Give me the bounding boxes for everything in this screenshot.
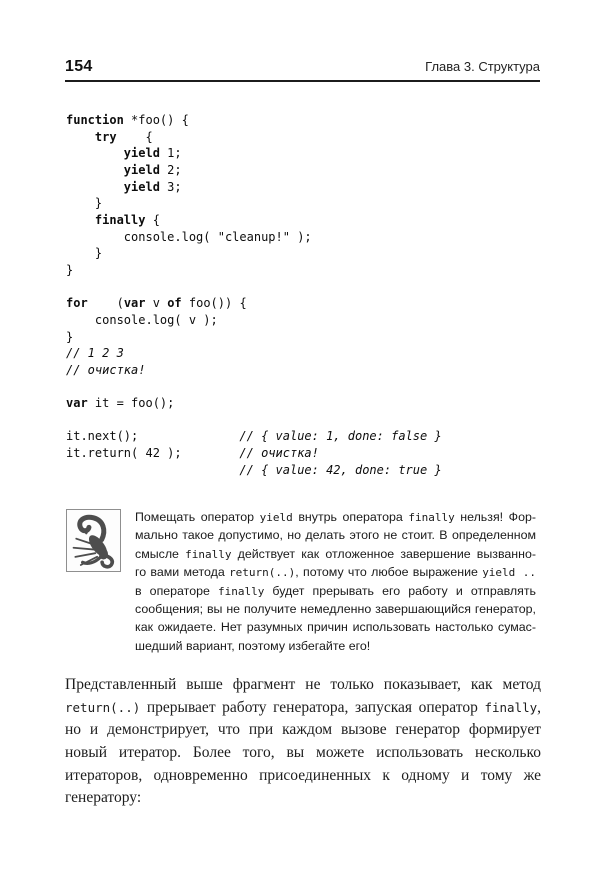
text-segment xyxy=(66,213,95,227)
text-line xyxy=(135,600,536,618)
text-segment: действует как отложенное завершение вызванно- xyxy=(231,546,536,561)
text-line xyxy=(135,526,536,544)
text-segment: v xyxy=(145,296,168,311)
inline-code: finally xyxy=(408,511,455,524)
code-comment: // { value: 1, done: false } xyxy=(239,429,442,444)
code-keyword: finally xyxy=(94,212,146,227)
text-line xyxy=(135,637,536,655)
text-segment: , xyxy=(537,698,541,716)
text-segment xyxy=(66,163,124,177)
text-segment: } xyxy=(66,262,74,277)
text-segment: смысле xyxy=(135,546,186,561)
text-line xyxy=(135,508,536,526)
text-segment: { xyxy=(145,212,160,227)
code-block xyxy=(66,112,442,478)
text-line xyxy=(65,674,541,697)
text-line xyxy=(66,462,442,479)
text-segment: Представленный выше фрагмент не только показывает, как метод xyxy=(65,676,541,693)
text-line xyxy=(65,765,541,788)
text-segment: console.log( "cleanup!" ); xyxy=(66,229,312,244)
code-comment: // очистка! xyxy=(239,446,319,461)
text-segment: { xyxy=(116,129,153,144)
code-keyword: function xyxy=(66,113,124,127)
text-line xyxy=(66,245,442,262)
text-segment: it = foo(); xyxy=(87,396,175,411)
text-line xyxy=(66,129,442,146)
text-segment: } xyxy=(66,246,103,261)
code-keyword: yield xyxy=(123,179,160,194)
inline-code: yield xyxy=(259,511,293,524)
text-line xyxy=(66,395,442,412)
text-line xyxy=(65,697,541,720)
code-keyword: yield xyxy=(123,146,160,161)
text-segment xyxy=(66,463,239,477)
inline-code: finally xyxy=(484,699,538,715)
text-line xyxy=(66,229,442,246)
warning-note xyxy=(66,506,540,656)
body-paragraph xyxy=(65,674,541,810)
text-segment: внутрь оператора xyxy=(292,510,409,524)
text-line xyxy=(66,428,442,445)
text-line xyxy=(135,545,536,563)
header-rule xyxy=(65,80,540,82)
text-segment: прерывает работу генератора, запуская оператор xyxy=(140,698,485,716)
text-line xyxy=(66,262,442,279)
text-segment xyxy=(66,146,124,160)
text-segment: it.return( 42 ); xyxy=(66,446,240,461)
text-line xyxy=(66,329,442,346)
page-number: 154 xyxy=(65,58,93,75)
inline-code: yield .. xyxy=(482,566,537,580)
text-segment: нельзя! Фор- xyxy=(454,510,537,524)
code-comment: // очистка! xyxy=(66,362,146,377)
text-segment: мально такое допустимо, но делать этого не стоит. В определенном xyxy=(135,528,536,543)
text-line xyxy=(66,279,442,296)
text-line xyxy=(66,295,442,312)
text-segment: итераторов, одновременно присоединенных к одному и тому же xyxy=(65,766,541,784)
text-line xyxy=(66,179,442,196)
text-line xyxy=(65,787,541,810)
code-keyword: yield xyxy=(123,162,160,177)
text-segment xyxy=(66,180,124,194)
text-segment: , потому что любое выражение xyxy=(295,565,483,580)
text-line xyxy=(66,412,442,429)
text-segment: it.next(); xyxy=(66,429,240,444)
inline-code: finally xyxy=(217,584,265,598)
text-line xyxy=(135,618,536,636)
text-segment: 1; xyxy=(159,146,182,161)
code-keyword: var xyxy=(66,396,88,411)
text-segment: } xyxy=(66,196,103,211)
text-segment: шедший вариант, поэтому избегайте его! xyxy=(135,638,371,653)
text-segment xyxy=(66,130,95,144)
text-segment: console.log( v ); xyxy=(66,312,218,327)
note-text xyxy=(135,508,536,655)
text-segment: ( xyxy=(87,296,124,311)
scorpion-icon xyxy=(66,509,121,572)
text-segment: генератору: xyxy=(65,789,142,807)
text-segment: foo()) { xyxy=(181,296,247,311)
code-comment: // { value: 42, done: true } xyxy=(239,462,442,477)
text-line xyxy=(66,212,442,229)
text-segment: 2; xyxy=(159,162,182,177)
text-line xyxy=(65,742,541,765)
text-line xyxy=(66,195,442,212)
text-segment: сообщения; вы не получите немедленно завершающийся генератор, xyxy=(135,601,536,616)
code-keyword: for xyxy=(66,296,88,311)
text-line xyxy=(66,362,442,379)
text-line xyxy=(65,719,541,742)
text-segment: как ожидаете. Нет разумных причин использовать настолько сумас- xyxy=(135,620,536,635)
page-header xyxy=(65,58,540,76)
text-line xyxy=(66,145,442,162)
text-line xyxy=(135,563,536,581)
text-segment: но и демонстрирует, что при каждом вызове генератор формирует xyxy=(65,721,541,739)
text-segment: Помещать оператор xyxy=(135,510,260,524)
text-line xyxy=(66,445,442,462)
text-line xyxy=(66,112,442,129)
text-line xyxy=(135,582,536,600)
chapter-title: Глава 3. Структура xyxy=(425,59,540,74)
text-line xyxy=(66,162,442,179)
text-line xyxy=(66,345,442,362)
inline-code: finally xyxy=(185,547,232,561)
text-segment: новый итератор. Более того, вы можете использовать несколько xyxy=(65,744,541,762)
inline-code: return(..) xyxy=(229,566,296,580)
scorpion-illustration xyxy=(69,512,118,569)
text-line xyxy=(66,312,442,329)
text-segment: 3; xyxy=(159,179,182,194)
inline-code: return(..) xyxy=(65,699,141,715)
code-keyword: try xyxy=(94,129,117,144)
text-segment: в операторе xyxy=(135,583,218,598)
text-segment: } xyxy=(66,329,74,344)
text-segment: го вами метода xyxy=(135,565,230,580)
text-segment: *foo() { xyxy=(123,113,189,127)
text-line xyxy=(66,379,442,396)
text-segment: будет прерывать его работу и отправлять xyxy=(264,583,536,598)
code-keyword: of xyxy=(167,296,182,311)
code-keyword: var xyxy=(123,296,146,311)
code-comment: // 1 2 3 xyxy=(66,346,124,361)
